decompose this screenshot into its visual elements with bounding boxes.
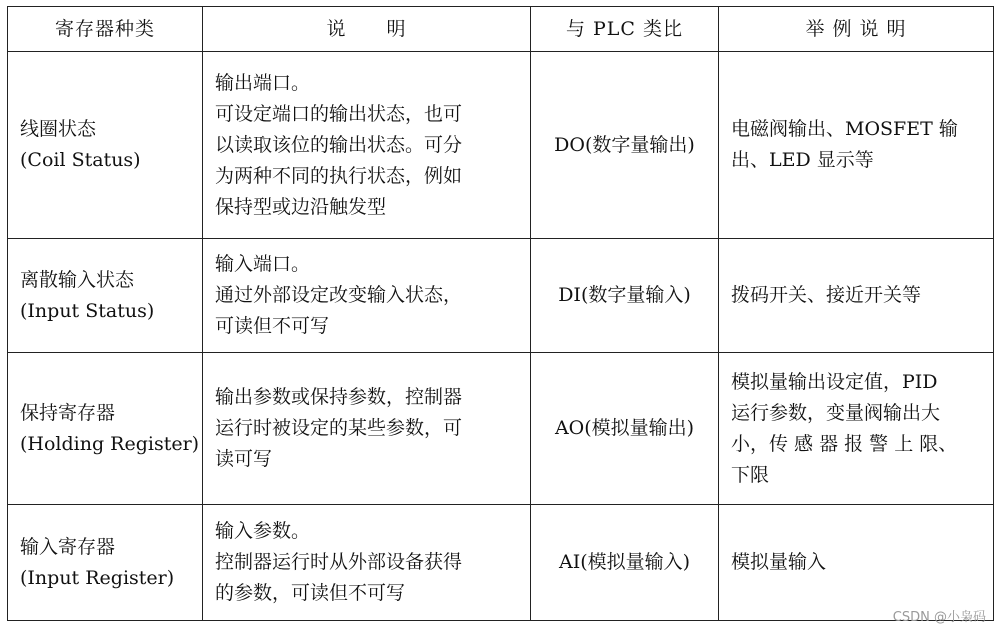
example-cell bbox=[719, 52, 994, 239]
example-line: 小，传 感 器 报 警 上 限、 bbox=[731, 432, 958, 455]
description-line: 输入端口。 bbox=[215, 253, 311, 275]
register-type-en: (Input Status) bbox=[20, 299, 155, 322]
example-line: 运行参数，变量阀输出大 bbox=[731, 401, 941, 424]
plc-analogy-cell: AI(模拟量输入) bbox=[531, 505, 719, 621]
description-line: 通过外部设定改变输入状态， bbox=[215, 284, 463, 306]
description-cell bbox=[203, 239, 531, 353]
register-type-cell bbox=[8, 353, 203, 505]
plc-analogy-cell: DO(数字量输出) bbox=[531, 52, 719, 239]
example-cell bbox=[719, 353, 994, 505]
table-header-row bbox=[8, 7, 994, 52]
header-description: 说 明 bbox=[203, 7, 531, 52]
description-line: 输入参数。 bbox=[215, 520, 311, 542]
register-type-en: (Holding Register) bbox=[20, 432, 200, 455]
register-type-cell bbox=[8, 52, 203, 239]
header-example: 举 例 说 明 bbox=[719, 7, 994, 52]
watermark: CSDN @小枭码 bbox=[892, 610, 986, 625]
description-line: 的参数，可读但不可写 bbox=[215, 582, 406, 604]
register-types-table bbox=[7, 6, 994, 621]
description-line: 运行时被设定的某些参数，可 bbox=[215, 417, 463, 439]
description-line: 读可写 bbox=[215, 448, 273, 470]
plc-analogy-cell: DI(数字量输入) bbox=[531, 239, 719, 353]
example-cell bbox=[719, 239, 994, 353]
header-plc-analogy: 与 PLC 类比 bbox=[531, 7, 719, 52]
description-line: 可设定端口的输出状态，也可 bbox=[215, 102, 463, 125]
description-cell bbox=[203, 505, 531, 621]
description-line: 可读但不可写 bbox=[215, 315, 330, 337]
example-line: 电磁阀输出、MOSFET 输 bbox=[731, 118, 958, 140]
description-line: 为两种不同的执行状态，例如 bbox=[215, 164, 463, 187]
example-cell bbox=[719, 505, 994, 621]
table-row bbox=[8, 353, 994, 505]
register-type-cell bbox=[8, 505, 203, 621]
example-line: 拨码开关、接近开关等 bbox=[731, 284, 922, 306]
description-line: 控制器运行时从外部设备获得 bbox=[215, 551, 463, 573]
description-line: 以读取该位的输出状态。可分 bbox=[215, 133, 463, 156]
example-line: 模拟量输入 bbox=[731, 551, 827, 573]
description-cell bbox=[203, 52, 531, 239]
description-line: 输出端口。 bbox=[215, 71, 311, 94]
description-line: 输出参数或保持参数，控制器 bbox=[215, 386, 463, 408]
register-type-cn: 保持寄存器 bbox=[20, 401, 116, 424]
register-type-cn: 输入寄存器 bbox=[20, 535, 116, 558]
register-type-en: (Coil Status) bbox=[20, 149, 141, 171]
example-line: 出、LED 显示等 bbox=[731, 149, 874, 171]
register-type-cn: 离散输入状态 bbox=[20, 268, 135, 291]
register-type-cell bbox=[8, 239, 203, 353]
description-line: 保持型或边沿触发型 bbox=[215, 195, 387, 218]
table-row bbox=[8, 52, 994, 239]
example-line: 模拟量输出设定值，PID bbox=[731, 370, 938, 393]
header-register-type: 寄存器种类 bbox=[8, 7, 203, 52]
table-row bbox=[8, 505, 994, 621]
table-row bbox=[8, 239, 994, 353]
register-type-en: (Input Register) bbox=[20, 566, 175, 589]
description-cell bbox=[203, 353, 531, 505]
register-type-cn: 线圈状态 bbox=[20, 118, 97, 140]
example-line: 下限 bbox=[731, 463, 770, 486]
plc-analogy-cell: AO(模拟量输出) bbox=[531, 353, 719, 505]
